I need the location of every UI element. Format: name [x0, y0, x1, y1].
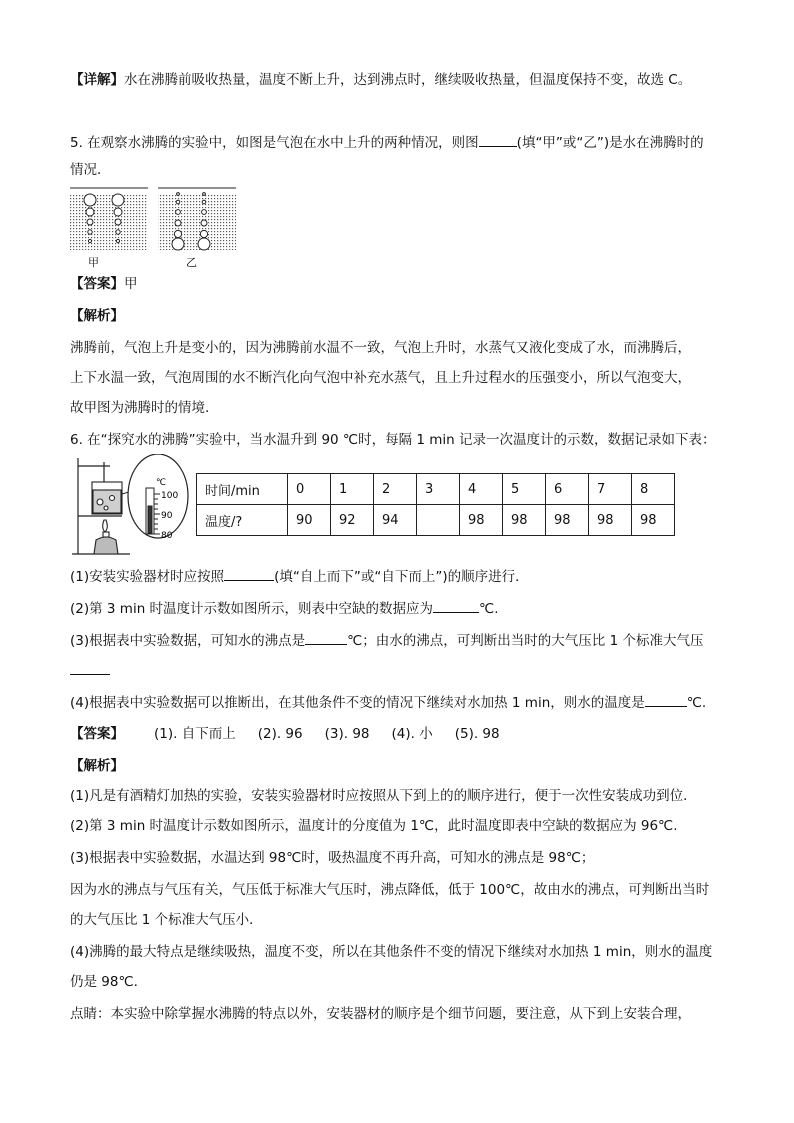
q5-answer	[70, 274, 730, 294]
table-header-time: 时间/min	[197, 474, 288, 505]
table-row-time	[197, 474, 675, 505]
detail-tag: 【详解】	[70, 72, 124, 88]
q5-stem	[70, 132, 730, 153]
q6-analysis-line: (4)沸腾的最大特点是继续吸热，温度不变，所以在其他条件不变的情况下继续对水加热 1 min，则水的温度	[70, 944, 713, 960]
beaker-yi-drawing	[158, 188, 236, 250]
q6-sub3-blank-1	[305, 630, 347, 645]
table-cell: 98	[632, 505, 675, 536]
table-cell: 5	[503, 474, 546, 505]
thermometer-tick: 80	[161, 531, 173, 541]
q6-sub4	[70, 692, 730, 713]
q6-sub1-part-b: (填“自上而下”或“自下而上”)的顺序进行．	[274, 569, 529, 585]
q5-analysis-line: 上下水温一致，气泡周围的水不断汽化向气泡中补充水蒸气，且上升过程水的压强变小，所以气泡变大，	[70, 370, 691, 386]
q6-sub2-blank	[433, 598, 479, 613]
q6-answer-item: (2). 96	[257, 726, 303, 742]
table-cell: 1	[331, 474, 374, 505]
table-cell: 94	[374, 505, 417, 536]
table-cell: 3	[417, 474, 460, 505]
q6-analysis-line: (3)根据表中实验数据，水温达到 98℃时，吸热温度不再升高，可知水的沸点是 98℃；	[70, 850, 595, 866]
q5-answer-tag: 【答案】	[70, 276, 124, 292]
table-cell: 4	[460, 474, 503, 505]
q6-sub3-part-a: (3)根据表中实验数据，可知水的沸点是	[70, 633, 306, 649]
table-cell-blank	[417, 505, 460, 536]
q6-answer	[70, 724, 730, 744]
q6-sub3	[70, 630, 730, 651]
q6-sub1	[70, 566, 730, 587]
q5-stem-part-b: (填“甲”或“乙”)是水在沸腾时的	[516, 135, 704, 151]
q6-answer-tag: 【答案】	[70, 726, 124, 742]
table-cell: 0	[288, 474, 331, 505]
q6-analysis-line: 的大气压比 1 个标准大气压小．	[70, 912, 263, 928]
q6-sub1-part-a: (1)安装实验器材时应按照	[70, 569, 225, 585]
beaker-drawing	[92, 482, 122, 514]
table-cell: 98	[589, 505, 632, 536]
detail-paragraph	[70, 70, 730, 90]
table-cell: 6	[546, 474, 589, 505]
table-cell: 8	[632, 474, 675, 505]
alcohol-lamp-drawing	[94, 520, 118, 554]
table-cell: 7	[589, 474, 632, 505]
q6-analysis-tag: 【解析】	[70, 758, 124, 774]
beaker-jia-drawing	[70, 188, 148, 250]
q6-sub1-blank	[224, 566, 274, 581]
thermometer-tick: 90	[161, 511, 173, 521]
beaker-jia-label: 甲	[88, 256, 99, 269]
table-row-temp	[197, 505, 675, 536]
q5-answer-blank	[479, 132, 517, 147]
q5-stem-part-a: 5. 在观察水沸腾的实验中，如图是气泡在水中上升的两种情况，则图	[70, 135, 479, 151]
q6-answer-item: (5). 98	[454, 726, 500, 742]
table-cell: 2	[374, 474, 417, 505]
q6-analysis-line: (2)第 3 min 时温度计示数如图所示，温度计的分度值为 1℃，此时温度即表中空缺的数据应为 96℃.	[70, 818, 678, 834]
q6-analysis-line: 点睛：本实验中除掌握水沸腾的特点以外，安装器材的顺序是个细节问题，要注意，从下到上安装合理，	[70, 1006, 691, 1022]
q6-sub4-part-b: ℃.	[686, 695, 707, 711]
detail-text: 水在沸腾前吸收热量，温度不断上升，达到沸点时，继续吸收热量，但温度保持不变，故选 C。	[124, 72, 692, 88]
q6-sub2-part-b: ℃.	[479, 601, 499, 617]
q6-analysis-line: 因为水的沸点与气压有关，气压低于标准大气压时，沸点降低，低于 100℃，故由水的沸点，可判断出当时	[70, 882, 710, 898]
q5-analysis-tag: 【解析】	[70, 308, 124, 324]
q6-sub2-part-a: (2)第 3 min 时温度计示数如图所示，则表中空缺的数据应为	[70, 601, 434, 617]
q6-sub3-cont	[70, 660, 730, 681]
q6-analysis-line: (1)凡是有酒精灯加热的实验，安装实验器材时应按照从下到上的的顺序进行，便于一次性安装成功到位．	[70, 788, 697, 804]
q6-answer-item: (1). 自下而上	[154, 726, 236, 742]
q6-sub3-blank-2	[70, 660, 110, 675]
q5-analysis-line: 沸腾前，气泡上升是变小的，因为沸腾前水温不一致，气泡上升时，水蒸气又液化变成了水，而沸腾后，	[70, 340, 691, 356]
table-cell: 90	[288, 505, 331, 536]
q5-analysis-line: 故甲图为沸腾时的情境．	[70, 400, 219, 416]
q6-analysis-line: 仍是 98℃.	[70, 974, 138, 990]
table-cell: 98	[546, 505, 589, 536]
thermometer-callout	[128, 454, 188, 538]
q6-sub2	[70, 598, 730, 619]
table-header-temp: 温度/?	[197, 505, 288, 536]
table-cell: 98	[460, 505, 503, 536]
q6-answer-item: (4). 小	[391, 726, 433, 742]
thermometer-unit: ℃	[156, 478, 167, 488]
boiling-apparatus-figure	[70, 454, 190, 562]
q5-stem-cont: 情况．	[70, 162, 111, 178]
q6-sub4-blank	[645, 692, 687, 707]
temperature-data-table	[196, 473, 675, 536]
q6-stem: 6. 在“探究水的沸腾”实验中，当水温升到 90 ℃时，每隔 1 min 记录一次温度计的示数，数据记录如下表：	[70, 432, 716, 448]
table-cell: 98	[503, 505, 546, 536]
q6-sub4-part-a: (4)根据表中实验数据可以推断出，在其他条件不变的情况下继续对水加热 1 min，则水的温度是	[70, 695, 645, 711]
q5-answer-text: 甲	[124, 276, 138, 292]
table-cell: 92	[331, 505, 374, 536]
thermometer-tick: 100	[161, 491, 179, 501]
q6-sub3-part-b: ℃；由水的沸点，可判断出当时的大气压比 1 个标准大气压	[347, 633, 704, 649]
beaker-yi-label: 乙	[186, 256, 197, 269]
q6-answer-item: (3). 98	[324, 726, 370, 742]
